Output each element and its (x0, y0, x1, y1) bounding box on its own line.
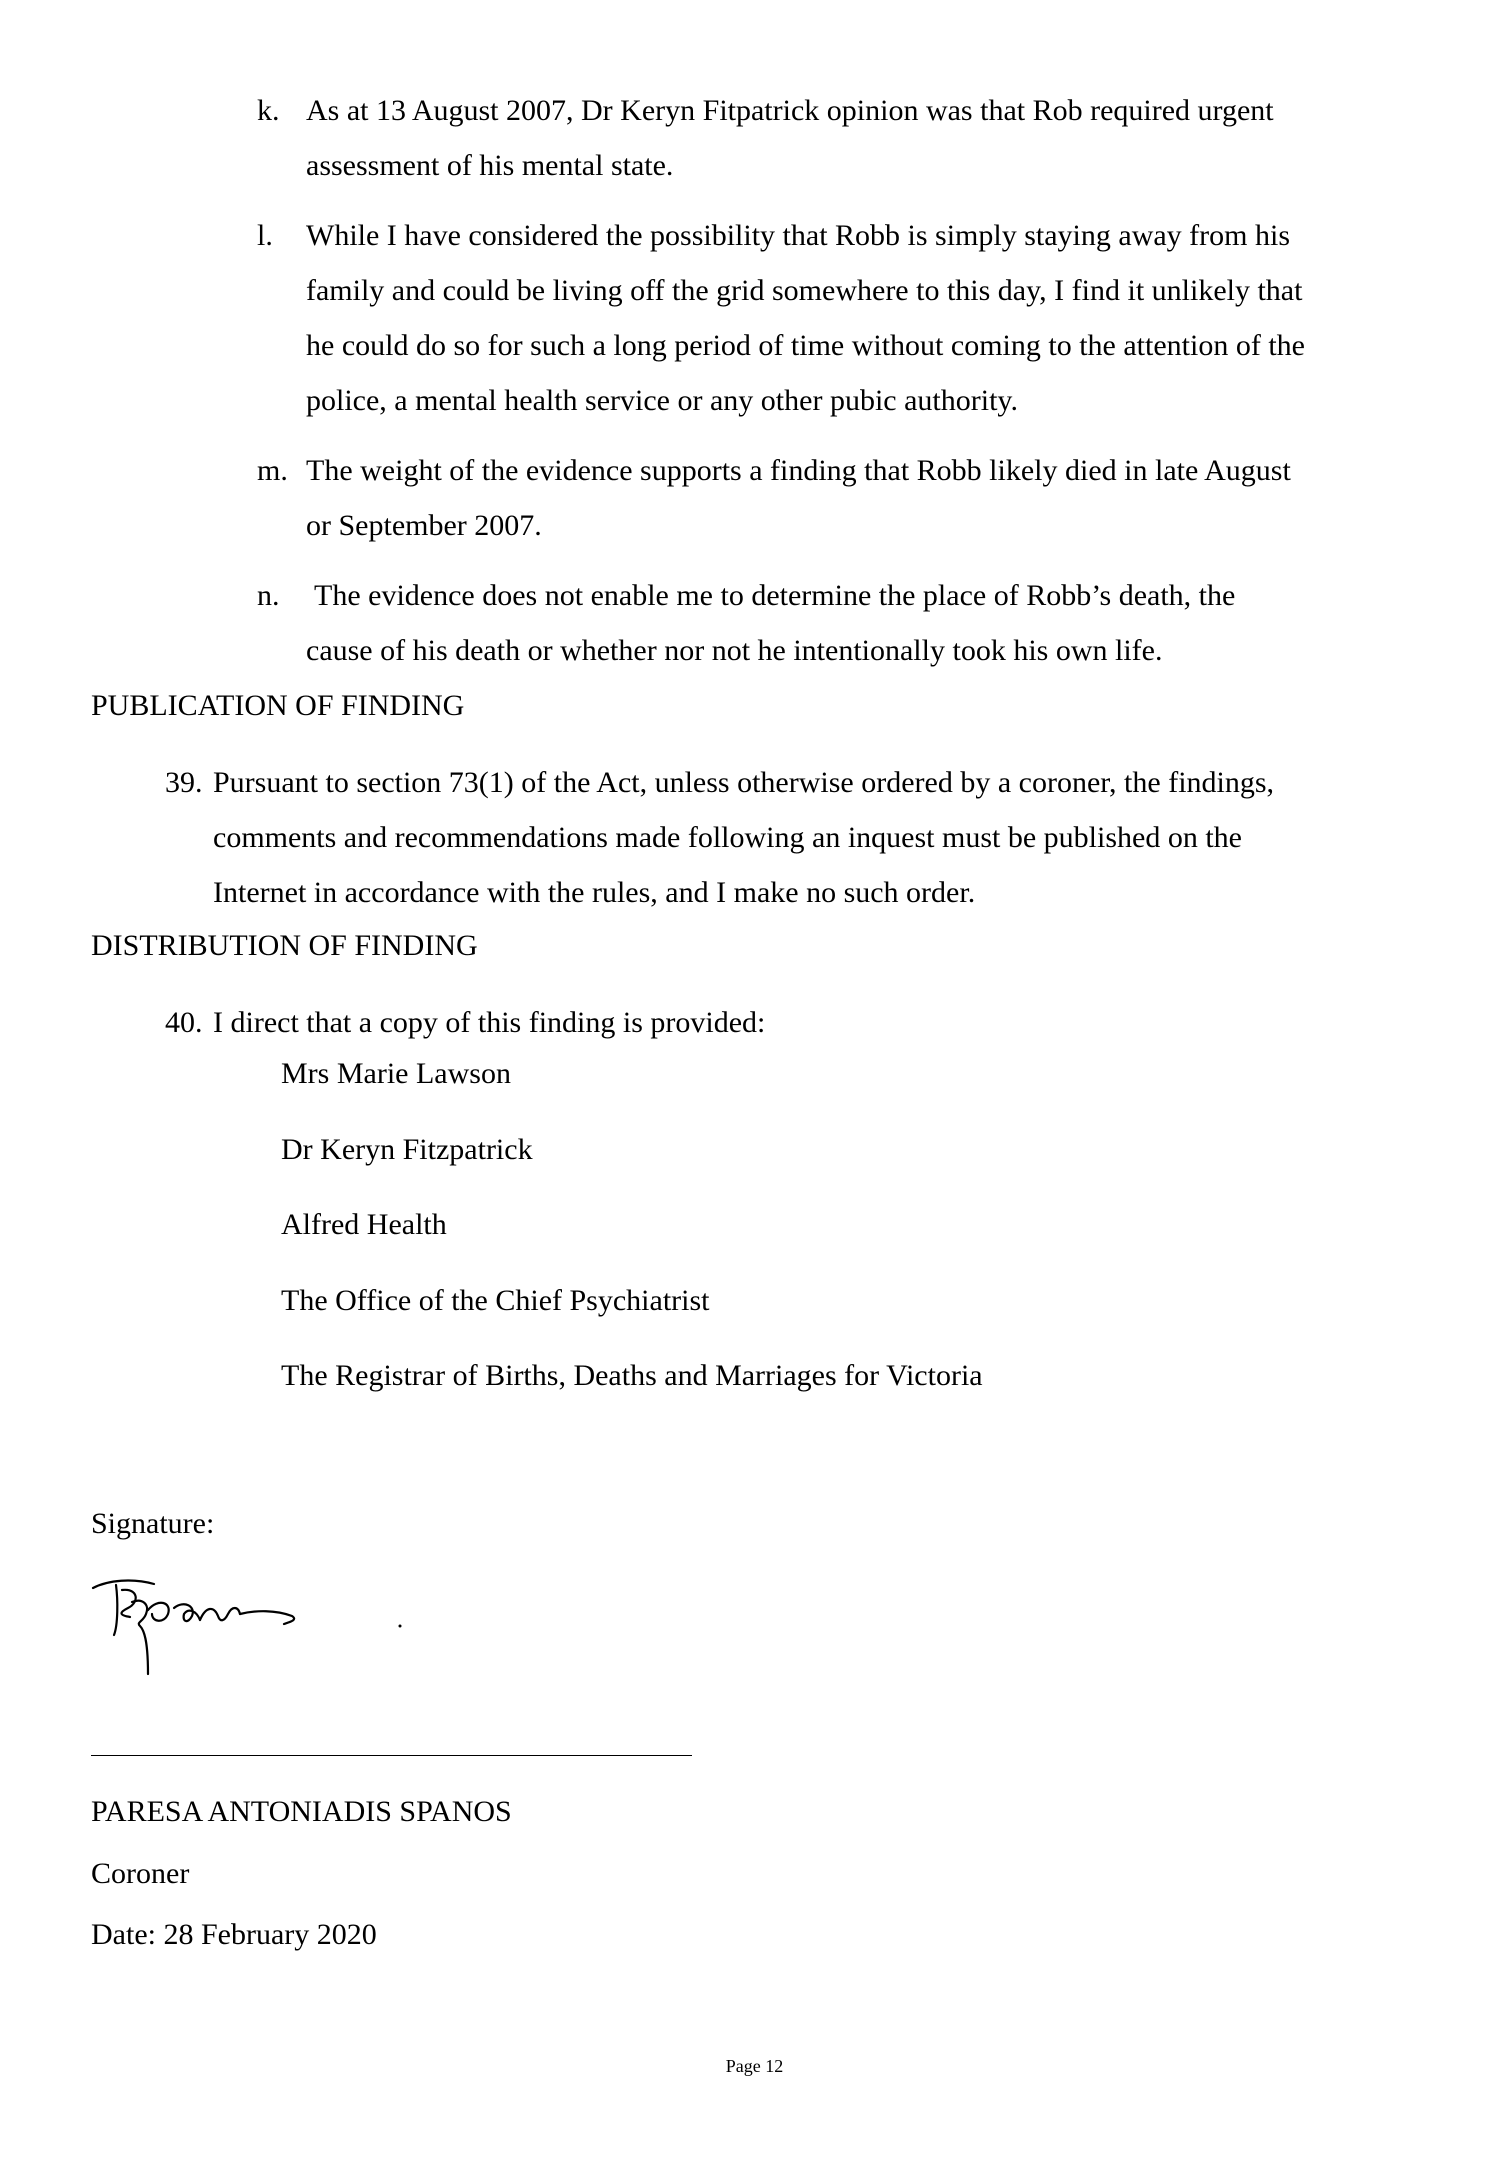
list-item-line: family and could be living off the grid somewhere to this day, I find it unlikely that (306, 274, 1303, 307)
paragraph-line: Internet in accordance with the rules, and I make no such order. (213, 876, 976, 909)
list-item-line: or September 2007. (306, 509, 542, 542)
paragraph-number: 39. (165, 766, 203, 799)
list-item-line: While I have considered the possibility that Robb is simply staying away from his (306, 219, 1291, 252)
signature-label: Signature: (91, 1507, 215, 1540)
list-item-line: police, a mental health service or any other pubic authority. (306, 384, 1018, 417)
list-item-line: As at 13 August 2007, Dr Keryn Fitpatrick opinion was that Rob required urgent (306, 94, 1274, 127)
list-item-line: cause of his death or whether nor not he intentionally took his own life. (306, 634, 1163, 667)
handwritten-signature (88, 1570, 418, 1680)
paragraph-line: comments and recommendations made following an inquest must be published on the (213, 821, 1242, 854)
list-item-line: The weight of the evidence supports a finding that Robb likely died in late August (306, 454, 1291, 487)
section-heading-publication: PUBLICATION OF FINDING (91, 689, 465, 722)
section-heading-distribution: DISTRIBUTION OF FINDING (91, 929, 478, 962)
finding-date: Date: 28 February 2020 (91, 1918, 377, 1951)
coroner-title: Coroner (91, 1857, 190, 1890)
recipient-item: Mrs Marie Lawson (281, 1057, 511, 1090)
list-item-label: m. (257, 454, 288, 487)
recipient-item: Dr Keryn Fitzpatrick (281, 1133, 533, 1166)
list-item-label: l. (257, 219, 273, 252)
list-item-line: The evidence does not enable me to determine the place of Robb’s death, the (314, 579, 1236, 612)
distribution-intro: I direct that a copy of this finding is provided: (213, 1006, 766, 1039)
list-item-label: n. (257, 579, 280, 612)
signature-line (91, 1755, 692, 1756)
list-item-line: he could do so for such a long period of time without coming to the attention of the (306, 329, 1305, 362)
paragraph-line: Pursuant to section 73(1) of the Act, unless otherwise ordered by a coroner, the findings, (213, 766, 1275, 799)
paragraph-number: 40. (165, 1006, 203, 1039)
list-item-label: k. (257, 94, 280, 127)
list-item-line: assessment of his mental state. (306, 149, 674, 182)
page-number: Page 12 (725, 2056, 784, 2076)
recipient-item: Alfred Health (281, 1208, 447, 1241)
coroner-name: PARESA ANTONIADIS SPANOS (91, 1795, 512, 1828)
recipient-item: The Office of the Chief Psychiatrist (281, 1284, 710, 1317)
recipient-item: The Registrar of Births, Deaths and Marriages for Victoria (281, 1359, 983, 1392)
